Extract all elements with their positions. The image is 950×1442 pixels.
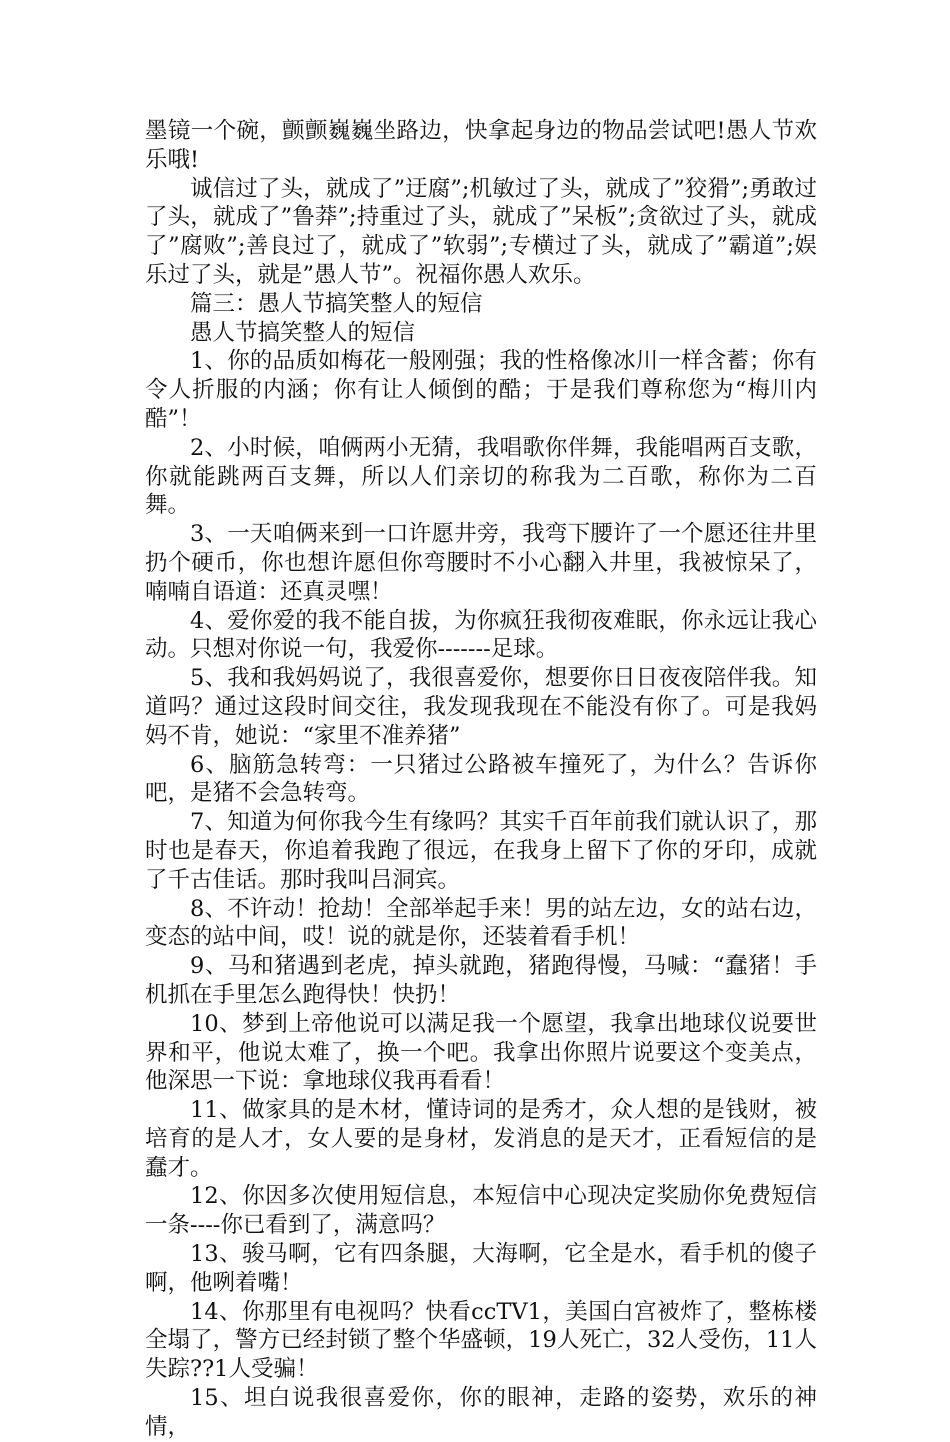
message-item-14: 14、你那里有电视吗？快看ccTV1，美国白宫被炸了，整栋楼全塌了，警方已经封锁了整个华盛顿，19人死亡，32人受伤，11人失踪??1人受骗！ xyxy=(145,1298,817,1383)
section-heading: 篇三：愚人节搞笑整人的短信 xyxy=(190,290,483,317)
message-item-12: 12、你因多次使用短信息，本短信中心现决定奖励你免费短信一条----你已看到了，满意吗？ xyxy=(145,1183,817,1239)
paragraph-continuation: 墨镜一个碗，颤颤巍巍坐路边，快拿起身边的物品尝试吧!愚人节欢乐哦! xyxy=(145,118,817,173)
message-item-10: 10、梦到上帝他说可以满足我一个愿望，我拿出地球仪说要世界和平，他说太难了，换一个吧。我拿出你照片说要这个变美点，他深思一下说：拿地球仪我再看看！ xyxy=(145,1010,817,1095)
message-item-3: 3、一天咱俩来到一口许愿井旁，我弯下腰许了一个愿还往井里扔个硬币，你也想许愿但你弯腰时不小心翻入井里，我被惊呆了，喃喃自语道：还真灵嘿！ xyxy=(145,521,817,605)
message-item-7: 7、知道为何你我今生有缘吗？其实千百年前我们就认识了，那时也是春天，你追着我跑了很远，在我身上留下了你的牙印，成就了千古佳话。那时我叫吕洞宾。 xyxy=(145,809,817,893)
section-subtitle: 愚人节搞笑整人的短信 xyxy=(190,319,416,346)
message-item-9: 9、马和猪遇到老虎，掉头就跑，猪跑得慢，马喊：“蠢猪！手机抓在手里怎么跑得快！快扔！ xyxy=(145,953,817,1008)
message-item-4: 4、爱你爱的我不能自拔，为你疯狂我彻夜难眠，你永远让我心动。只想对你说一句，我爱你-------足球。 xyxy=(145,607,817,663)
document-body xyxy=(145,117,817,1442)
message-item-2: 2、小时候，咱俩两小无猜，我唱歌你伴舞，我能唱两百支歌，你就能跳两百支舞，所以人们亲切的称我为二百歌，称你为二百舞。 xyxy=(145,434,817,519)
paragraph-integrity: 诚信过了头，就成了”迂腐”;机敏过了头，就成了”狡猾”;勇敢过了头，就成了”鲁莽”;持重过了头，就成了”呆板”;贪欲过了头，就成了”腐败”;善良过了，就成了”软弱”;专横过了头，就成了”霸道”;娱乐过了头，就是”愚人节”。祝福你愚人欢乐。 xyxy=(145,175,817,288)
message-item-6: 6、脑筋急转弯：一只猪过公路被车撞死了，为什么？告诉你吧，是猪不会急转弯。 xyxy=(145,751,817,807)
message-item-11: 11、做家具的是木材，懂诗词的是秀才，众人想的是钱财，被培育的是人才，女人要的是身材，发消息的是天才，正看短信的是蠢才。 xyxy=(145,1097,817,1181)
message-item-1: 1、你的品质如梅花一般刚强；我的性格像冰川一样含蓄；你有令人折服的内涵；你有让人倾倒的酷；于是我们尊称您为“梅川内酷”！ xyxy=(145,348,817,432)
message-item-8: 8、不许动！抢劫！全部举起手来！男的站左边，女的站右边，变态的站中间，哎！说的就是你，还装着看手机！ xyxy=(145,895,817,951)
message-item-5: 5、我和我妈妈说了，我很喜爱你，想要你日日夜夜陪伴我。知道吗？通过这段时间交往，我发现我现在不能没有你了。可是我妈妈不肯，她说：“家里不准养猪” xyxy=(145,665,817,749)
message-item-15: 15、坦白说我很喜爱你，你的眼神，走路的姿势，欢乐的神情， xyxy=(145,1385,817,1440)
message-item-13: 13、骏马啊，它有四条腿，大海啊，它全是水，看手机的傻子啊，他咧着嘴！ xyxy=(145,1241,817,1296)
